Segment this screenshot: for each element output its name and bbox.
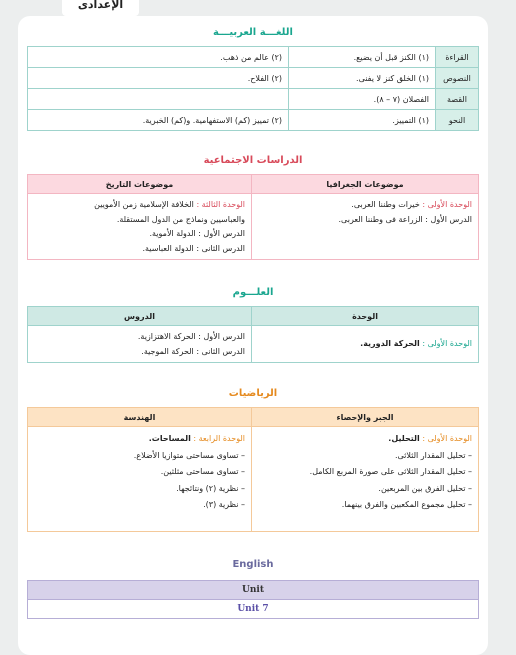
science-section-title: العلـــوم [232, 287, 274, 298]
unit-title-continued: والعباسيين ونماذج من الدول المستقلة. [116, 214, 245, 224]
table-row [28, 600, 479, 619]
table-cell [28, 89, 289, 110]
history-header: موضوعات التاريخ [28, 175, 252, 194]
table-cell: (١) التمييز. [289, 110, 436, 131]
unit-label: الوحدة الرابعة : [193, 434, 245, 443]
social-section-title: الدراسات الاجتماعية [203, 155, 303, 166]
level-tab[interactable]: الإعدادى [62, 0, 139, 16]
table-cell: الفصلان (٧ – ٨). [289, 89, 436, 110]
lesson-item: الدرس الأول : الدولة الأموية. [149, 229, 245, 238]
table-cell: (٢) الفلاح. [28, 68, 289, 89]
table-header-row [28, 307, 479, 326]
table-row [28, 326, 479, 363]
table-header-row [28, 175, 479, 194]
table-row [28, 89, 479, 110]
table-row [28, 427, 479, 532]
english-table [27, 580, 479, 619]
list-item: – تحليل الفرق بين المربعين. [378, 483, 472, 493]
table-header-row [28, 581, 479, 600]
algebra-header: الجبر والإحصاء [252, 408, 479, 427]
unit-title: الحركة الدورية. [360, 339, 420, 349]
list-item: – تحليل المقدار الثلاثى على صورة المربع الكامل. [309, 467, 472, 476]
list-item: – تحليل مجموع المكعبين والفرق بينهما. [341, 500, 472, 509]
table-header-row [28, 408, 479, 427]
lesson-item: الدرس الثانى : الحركة الموجية. [141, 346, 245, 356]
list-item: – تساوى مساحتى متوازيا الأضلاع. [133, 450, 245, 460]
arabic-section-title: اللغـــة العربيـــة [213, 27, 293, 38]
row-label-reading: القراءة [436, 47, 479, 68]
table-cell: (١) الكنز قبل أن يضيع. [289, 47, 436, 68]
lessons-header: الدروس [28, 307, 252, 326]
math-table [27, 407, 479, 532]
math-section-title: الرياضيات [228, 388, 278, 399]
unit-label: الوحدة الأولى : [422, 200, 472, 209]
table-cell: (٢) تمييز (كم) الاستفهامية. و(كم) الخبرية. [28, 110, 289, 131]
lesson-item: الدرس الأول : الحركة الاهتزازية. [137, 332, 245, 341]
unit-label: الوحدة الثالثة : [196, 200, 245, 209]
unit-label: الوحدة الأولى : [422, 339, 472, 349]
table-cell: (٢) عالم من ذهب. [28, 47, 289, 68]
lesson-item: الدرس الثانى : الدولة العباسية. [142, 243, 245, 253]
science-unit-cell [252, 326, 479, 363]
list-item: – نظرية (٣). [203, 500, 245, 509]
lesson-item: الدرس الأول : الزراعة فى وطننا العربى. [338, 214, 472, 224]
arabic-table [27, 46, 479, 131]
english-section-title: English [232, 559, 274, 570]
unit-value: Unit 7 [28, 600, 479, 619]
table-row [28, 194, 479, 260]
science-lessons-cell [28, 326, 252, 363]
row-label-story: القصة [436, 89, 479, 110]
table-row [28, 110, 479, 131]
unit-title: التحليل. [388, 434, 420, 443]
list-item: – نظرية (٢) ونتائجها. [176, 483, 245, 493]
geometry-header: الهندسة [28, 408, 252, 427]
table-row [28, 68, 479, 89]
science-table [27, 306, 479, 363]
geography-header: موضوعات الجغرافيا [252, 175, 479, 194]
unit-header: الوحدة [252, 307, 479, 326]
unit-header: Unit [28, 581, 479, 600]
unit-title: الخلافة الإسلامية زمن الأمويين [94, 200, 194, 209]
list-item: – تساوى مساحتى مثلثين. [160, 467, 245, 476]
geography-cell [252, 194, 479, 260]
list-item: – تحليل المقدار الثلاثى. [394, 450, 472, 460]
algebra-cell [252, 427, 479, 532]
row-label-grammar: النحو [436, 110, 479, 131]
unit-title: المساحات. [148, 434, 191, 443]
unit-label: الوحدة الأولى : [422, 434, 472, 443]
unit-title: خيرات وطننا العربى. [351, 200, 420, 209]
history-cell [28, 194, 252, 260]
syllabus-card [18, 16, 488, 655]
table-row [28, 47, 479, 68]
geometry-cell [28, 427, 252, 532]
row-label-texts: النصوص [436, 68, 479, 89]
table-cell: (١) الخلق كنز لا يفنى. [289, 68, 436, 89]
social-table [27, 174, 479, 260]
